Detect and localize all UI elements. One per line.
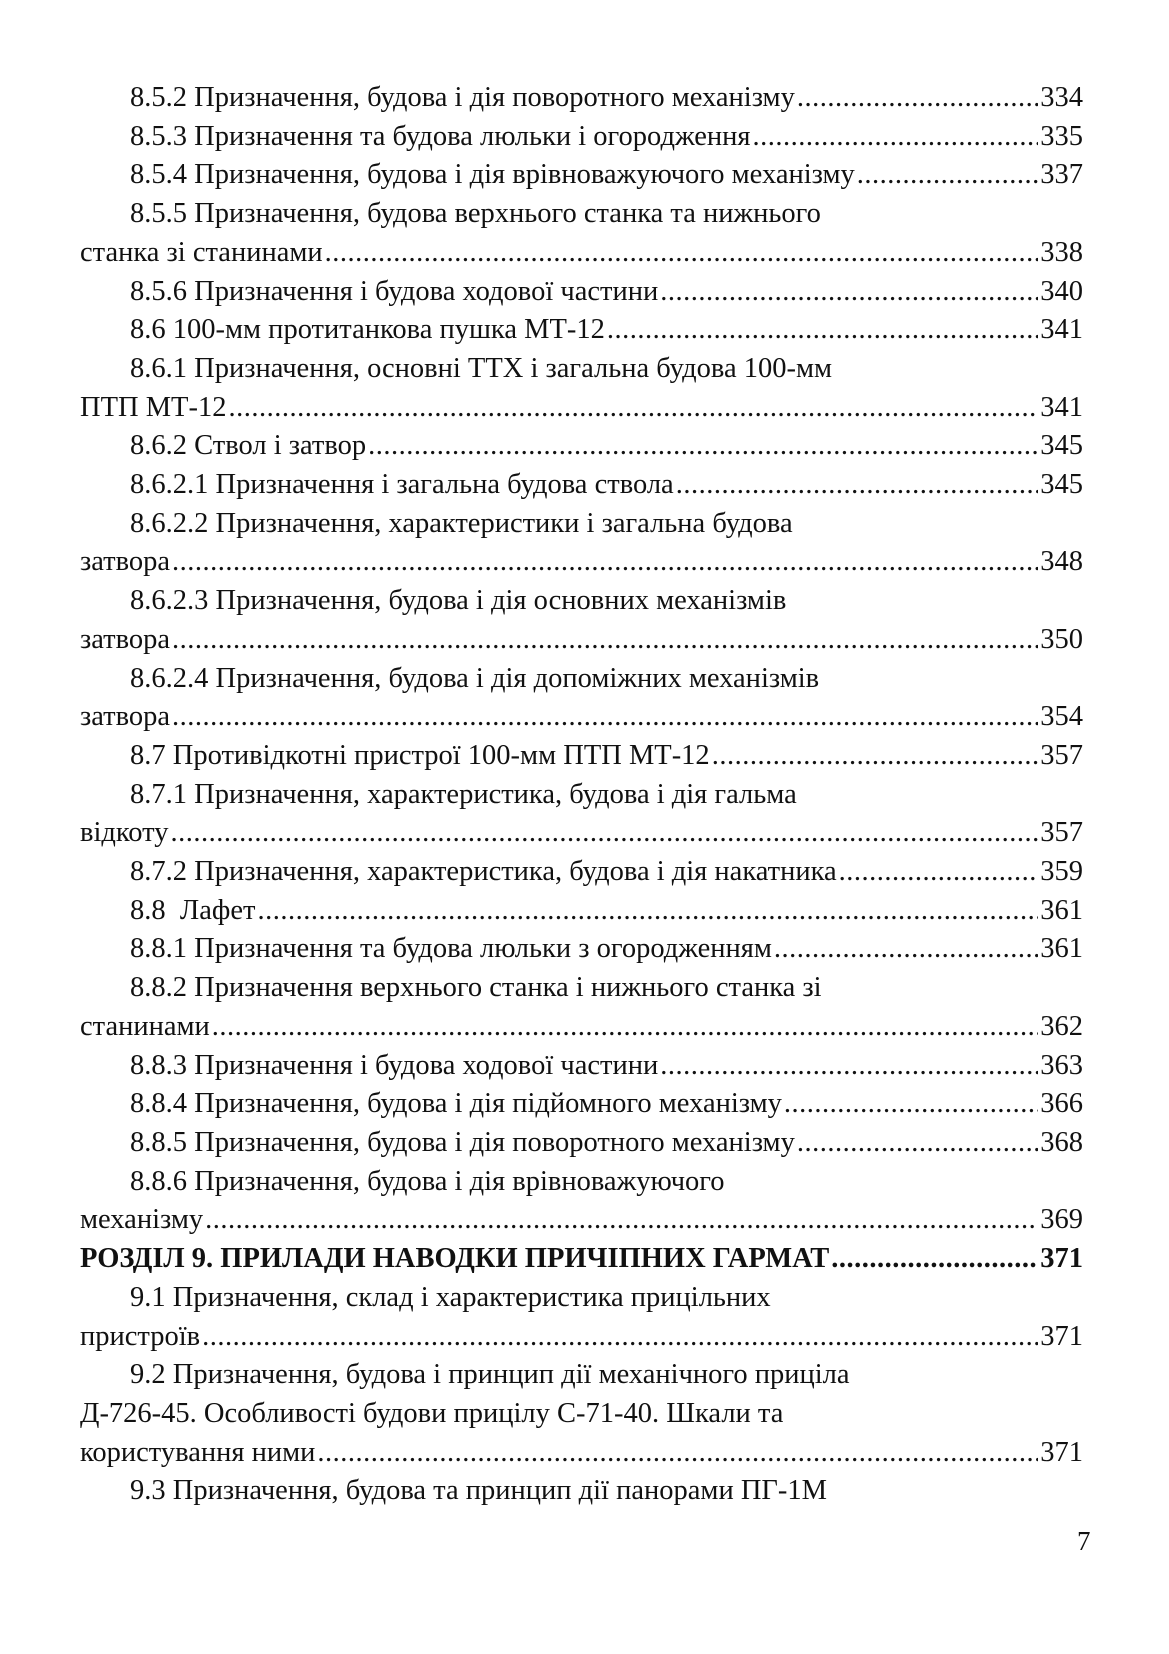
page-number: 7 [1077, 1526, 1091, 1556]
table-of-contents [80, 79, 1083, 1511]
toc-entry-line: 8.6.1 Призначення, основні ТТХ і загальна будова 100-мм [130, 352, 833, 384]
toc-page-number: 335 [1040, 120, 1083, 152]
toc-section-heading: РОЗДІЛ 9. ПРИЛАДИ НАВОДКИ ПРИЧІПНИХ ГАРМАТ ..... 371 [80, 1240, 1083, 1279]
toc-entry-line: 8.6.2.2 Призначення, характеристики і загальна будова [130, 507, 793, 539]
toc-page-number: 369 [1040, 1204, 1083, 1236]
toc-entry: пристроїв ..... 371 [80, 1318, 1083, 1357]
toc-entry: затвора ..... 350 [80, 621, 1083, 660]
toc-entry: 8.6.2 Ствол і затвор ..... 345 [80, 427, 1083, 466]
toc-page-number: 341 [1040, 314, 1083, 346]
toc-page-number: 361 [1040, 894, 1083, 926]
toc-page-number: 337 [1040, 159, 1083, 191]
toc-page-number: 371 [1040, 1436, 1083, 1468]
toc-entry-line: 9.2 Призначення, будова і принцип дії механічного приціла [130, 1359, 850, 1391]
toc-page-number: 341 [1040, 391, 1083, 423]
toc-entry: 8.8 Лафет ..... 361 [80, 892, 1083, 931]
toc-entry: 8.5.4 Призначення, будова і дія врівноважуючого механізму ..... 337 [80, 156, 1083, 195]
toc-page-number: 354 [1040, 701, 1083, 733]
toc-entry: 8.7 Противідкотні пристрої 100-мм ПТП МТ-12 ..... 357 [80, 737, 1083, 776]
toc-entry-line: 8.7.1 Призначення, характеристика, будова і дія гальма [130, 778, 797, 810]
toc-entry: механізму ..... 369 [80, 1201, 1083, 1240]
toc-page-number: 361 [1040, 933, 1083, 965]
toc-entry-line: 8.6.2.4 Призначення, будова і дія допоміжних механізмів [130, 662, 820, 694]
toc-page-number: 371 [1040, 1243, 1083, 1275]
toc-page-number: 368 [1040, 1126, 1083, 1158]
toc-entry-line: Д-726-45. Особливості будови прицілу С-71-40. Шкали та [80, 1397, 784, 1429]
toc-page-number: 362 [1040, 1010, 1083, 1042]
toc-entry: 8.8.4 Призначення, будова і дія підйомного механізму ..... 366 [80, 1085, 1083, 1124]
toc-entry: 8.5.6 Призначення і будова ходової частини ..... 340 [80, 273, 1083, 312]
toc-page-number: 345 [1040, 469, 1083, 501]
toc-entry: затвора ..... 348 [80, 543, 1083, 582]
toc-entry-line: 8.6.2.3 Призначення, будова і дія основних механізмів [130, 585, 787, 617]
toc-entry: 8.6.2.1 Призначення і загальна будова ствола ..... 345 [80, 466, 1083, 505]
toc-entry: ПТП МТ-12 ..... 341 [80, 389, 1083, 428]
toc-page-number: 371 [1040, 1320, 1083, 1352]
toc-entry: станка зі станинами ..... 338 [80, 234, 1083, 273]
toc-page-number: 363 [1040, 1049, 1083, 1081]
toc-page-number: 345 [1040, 430, 1083, 462]
toc-entry: 8.7.2 Призначення, характеристика, будова і дія накатника ..... 359 [80, 853, 1083, 892]
toc-entry: 8.5.3 Призначення та будова люльки і огородження ..... 335 [80, 118, 1083, 157]
toc-page-number: 334 [1040, 82, 1083, 113]
toc-page-number: 357 [1040, 739, 1083, 771]
toc-page-number: 359 [1040, 856, 1083, 888]
toc-entry-line: 9.1 Призначення, склад і характеристика прицільних [130, 1281, 771, 1313]
toc-entry: затвора ..... 354 [80, 698, 1083, 737]
toc-entry: станинами ..... 362 [80, 1008, 1083, 1047]
toc-page-number: 366 [1040, 1088, 1083, 1120]
toc-entry: відкоту ..... 357 [80, 814, 1083, 853]
toc-entry-line: 8.5.5 Призначення, будова верхнього станка та нижнього [130, 198, 821, 230]
toc-page-number: 340 [1040, 275, 1083, 307]
toc-entry: 9.3 Призначення, будова та принцип дії панорами ПГ-1М [130, 1475, 827, 1507]
toc-entry-line: 8.8.2 Призначення верхнього станка і нижнього станка зі [130, 972, 822, 1004]
toc-entry-line: 8.8.6 Призначення, будова і дія врівноважуючого [130, 1165, 725, 1197]
toc-page-number: 338 [1040, 236, 1083, 268]
toc-entry: 8.6 100-мм протитанкова пушка МТ-12 ..... 341 [80, 311, 1083, 350]
toc-page-number: 357 [1040, 817, 1083, 849]
toc-entry: користування ними ..... 371 [80, 1434, 1083, 1473]
toc-entry: 8.8.3 Призначення і будова ходової частини ..... 363 [80, 1047, 1083, 1086]
toc-entry: 8.8.5 Призначення, будова і дія поворотного механізму ..... 368 [80, 1124, 1083, 1163]
toc-page-number: 348 [1040, 546, 1083, 578]
toc-page-number: 350 [1040, 623, 1083, 655]
toc-entry: 8.8.1 Призначення та будова люльки з огородженням ..... 361 [80, 930, 1083, 969]
toc-entry: 8.5.2 Призначення, будова і дія поворотного механізму ..... 334 [80, 79, 1083, 118]
